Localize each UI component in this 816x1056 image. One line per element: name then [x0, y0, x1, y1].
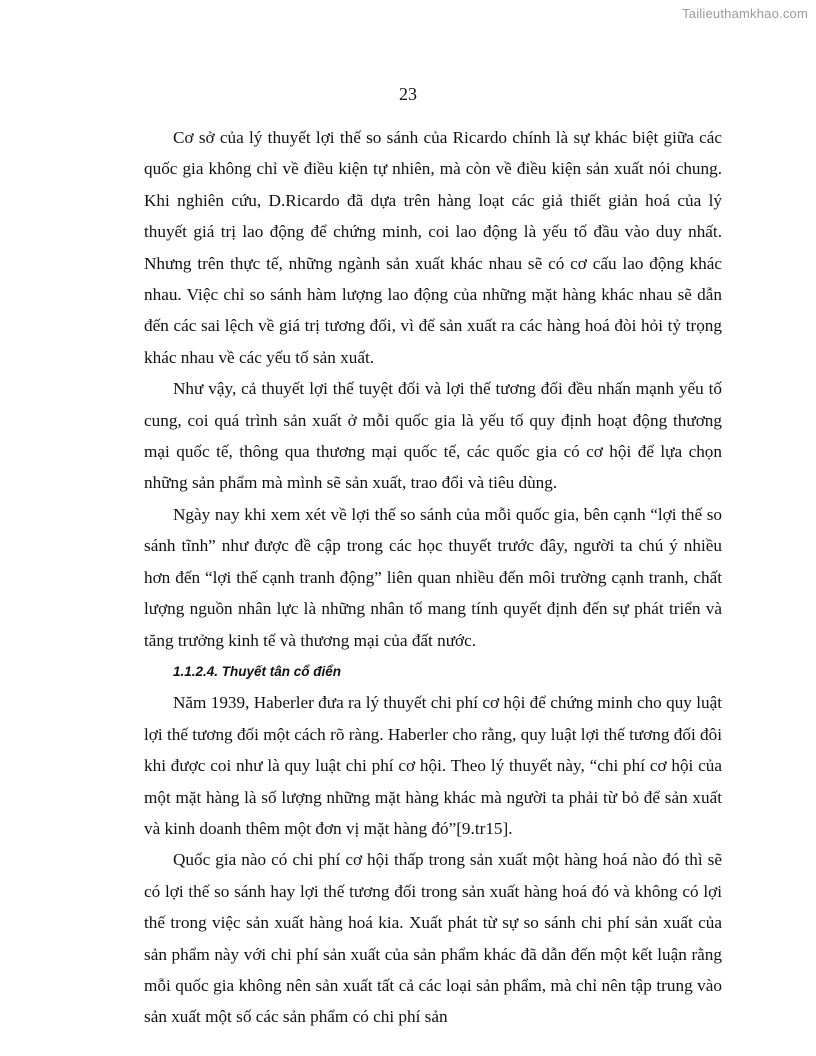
paragraph: Cơ sở của lý thuyết lợi thế so sánh của Ricardo chính là sự khác biệt giữa các quốc gia không chỉ về điều kiện tự nhiên, mà còn về điều kiện sản xuất nói chung. Khi nghiên cứu, D.Ricardo đã dựa trên hàng loạt các giả thiết giản hoá của lý thuyết giá trị lao động để chứng minh, coi lao động là yếu tố đầu vào duy nhất. Nhưng trên thực tế, những ngành sản xuất khác nhau sẽ có cơ cấu lao động khác nhau. Việc chỉ so sánh hàm lượng lao động của những mặt hàng khác nhau sẽ dẫn đến các sai lệch về giá trị tương đối, vì để sản xuất ra các hàng hoá đòi hỏi tỷ trọng khác nhau về các yếu tố sản xuất.: [144, 128, 722, 367]
document-body: [144, 122, 722, 1033]
paragraph: Như vậy, cả thuyết lợi thế tuyệt đối và lợi thế tương đối đều nhấn mạnh yếu tố cung, coi quá trình sản xuất ở mỗi quốc gia là yếu tố quy định hoạt động thương mại quốc tế, thông qua thương mại quốc tế, các quốc gia có cơ hội để lựa chọn những sản phẩm mà mình sẽ sản xuất, trao đổi và tiêu dùng.: [144, 379, 722, 493]
paragraph: Ngày nay khi xem xét về lợi thế so sánh của mỗi quốc gia, bên cạnh “lợi thế so sánh tĩnh” như được đề cập trong các học thuyết trước đây, người ta chú ý nhiều hơn đến “lợi thế cạnh tranh động” liên quan nhiều đến môi trường cạnh tranh, chất lượng nguồn nhân lực là những nhân tố mang tính quyết định đến sự phát triển và tăng trưởng kinh tế và thương mại của đất nước.: [144, 504, 722, 650]
paragraph: Quốc gia nào có chi phí cơ hội thấp trong sản xuất một hàng hoá nào đó thì sẽ có lợi thế so sánh hay lợi thế tương đối trong sản xuất hàng hoá đó và không có lợi thế trong việc sản xuất hàng hoá kia. Xuất phát từ sự so sánh chi phí sản xuất của sản phẩm này với chi phí sản xuất của sản phẩm khác đã dẫn đến một kết luận rằng mỗi quốc gia không nên sản xuất tất cả các loại sản phẩm, mà chỉ nên tập trung vào sản xuất một số các sản phẩm có chi phí sản: [144, 850, 722, 1027]
page-number: 23: [399, 84, 417, 104]
paragraph: Năm 1939, Haberler đưa ra lý thuyết chi phí cơ hội để chứng minh cho quy luật lợi thế tương đối một cách rõ ràng. Haberler cho rằng, quy luật lợi thế tương đối đôi khi được coi như là quy luật chi phí cơ hội. Theo lý thuyết này, “chi phí cơ hội của một mặt hàng là số lượng những mặt hàng khác mà người ta phải từ bỏ để sản xuất và kinh doanh thêm một đơn vị mặt hàng đó”[9.tr15].: [144, 693, 722, 838]
section-heading: 1.1.2.4. Thuyết tân cổ điển: [173, 663, 342, 679]
watermark: Tailieuthamkhao.com: [682, 6, 808, 21]
